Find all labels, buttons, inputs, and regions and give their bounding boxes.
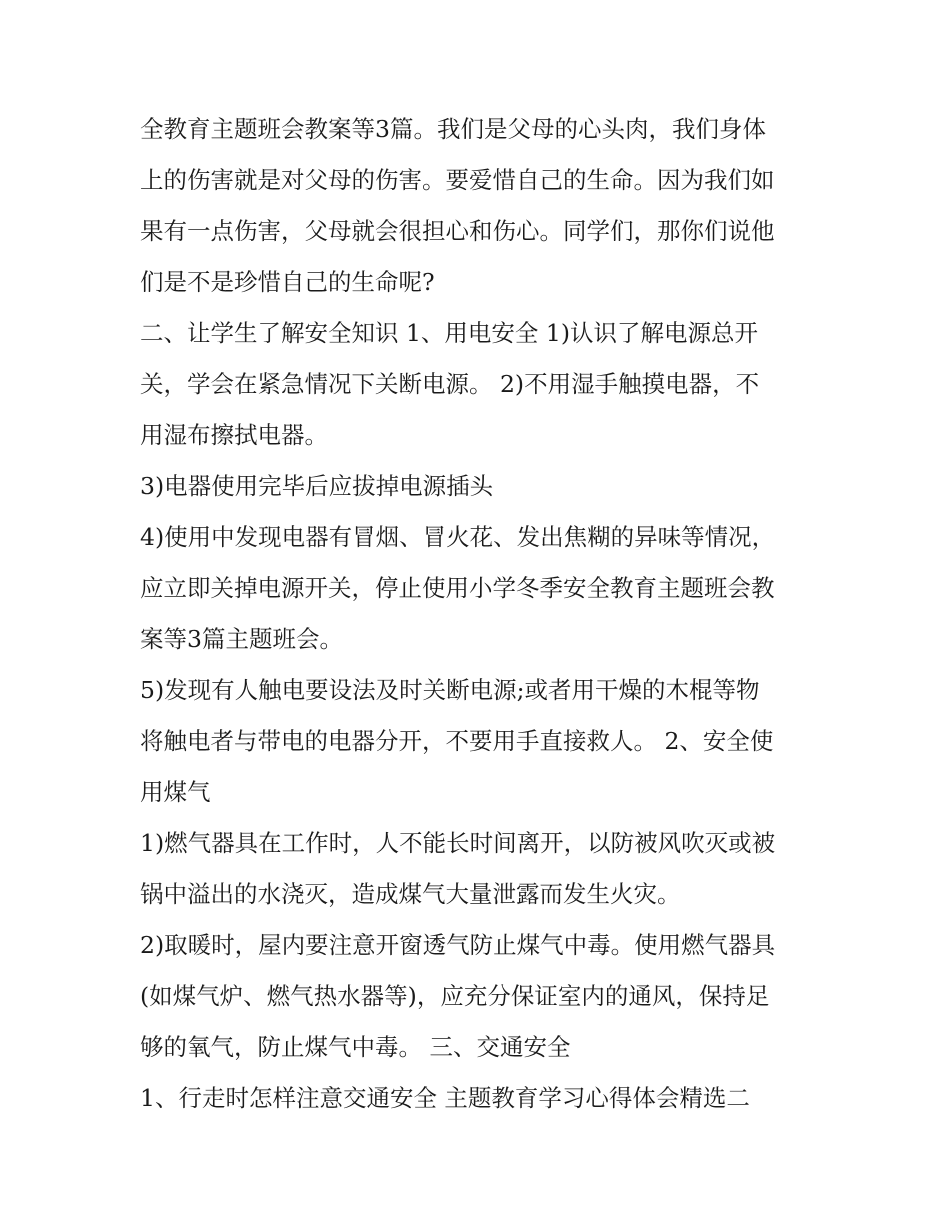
text-line: 5)发现有人触电要设法及时关断电源;或者用干燥的木棍等物 [140, 676, 760, 704]
text-line: 2)取暖时，屋内要注意开窗透气防止煤气中毒。使用燃气器具 [140, 931, 776, 959]
text-line: 锅中溢出的水浇灭，造成煤气大量泄露而发生火灾。 [140, 880, 681, 908]
text-line: 果有一点伤害，父母就会很担心和伤心。同学们，那你们说他 [140, 217, 775, 245]
text-line: 上的伤害就是对父母的伤害。要爱惜自己的生命。因为我们如 [140, 166, 775, 194]
document-body [140, 104, 820, 1124]
text-line: 1、行走时怎样注意交通安全 主题教育学习心得体会精选二 [140, 1084, 750, 1112]
text-line: 们是不是珍惜自己的生命呢? [140, 268, 435, 296]
text-line: 用湿布擦拭电器。 [140, 421, 328, 449]
text-line: 全教育主题班会教案等3篇。我们是父母的心头肉，我们身体 [140, 115, 766, 143]
text-line: 4)使用中发现电器有冒烟、冒火花、发出焦糊的异味等情况， [140, 523, 776, 551]
text-line: 将触电者与带电的电器分开，不要用手直接救人。 2、安全使 [140, 727, 774, 755]
text-line: 1)燃气器具在工作时，人不能长时间离开，以防被风吹灭或被 [140, 829, 776, 857]
text-line: 应立即关掉电源开关，停止使用小学冬季安全教育主题班会教 [140, 574, 775, 602]
text-line: (如煤气炉、燃气热水器等)，应充分保证室内的通风，保持足 [140, 982, 770, 1010]
text-line: 二、让学生了解安全知识 1、用电安全 1)认识了解电源总开 [140, 319, 759, 347]
text-line: 3)电器使用完毕后应拔掉电源插头 [140, 472, 494, 500]
text-line: 够的氧气，防止煤气中毒。 三、交通安全 [140, 1033, 571, 1061]
text-line: 案等3篇主题班会。 [140, 625, 343, 653]
text-line: 用煤气 [140, 778, 211, 806]
text-line: 关，学会在紧急情况下关断电源。 2)不用湿手触摸电器，不 [140, 370, 760, 398]
